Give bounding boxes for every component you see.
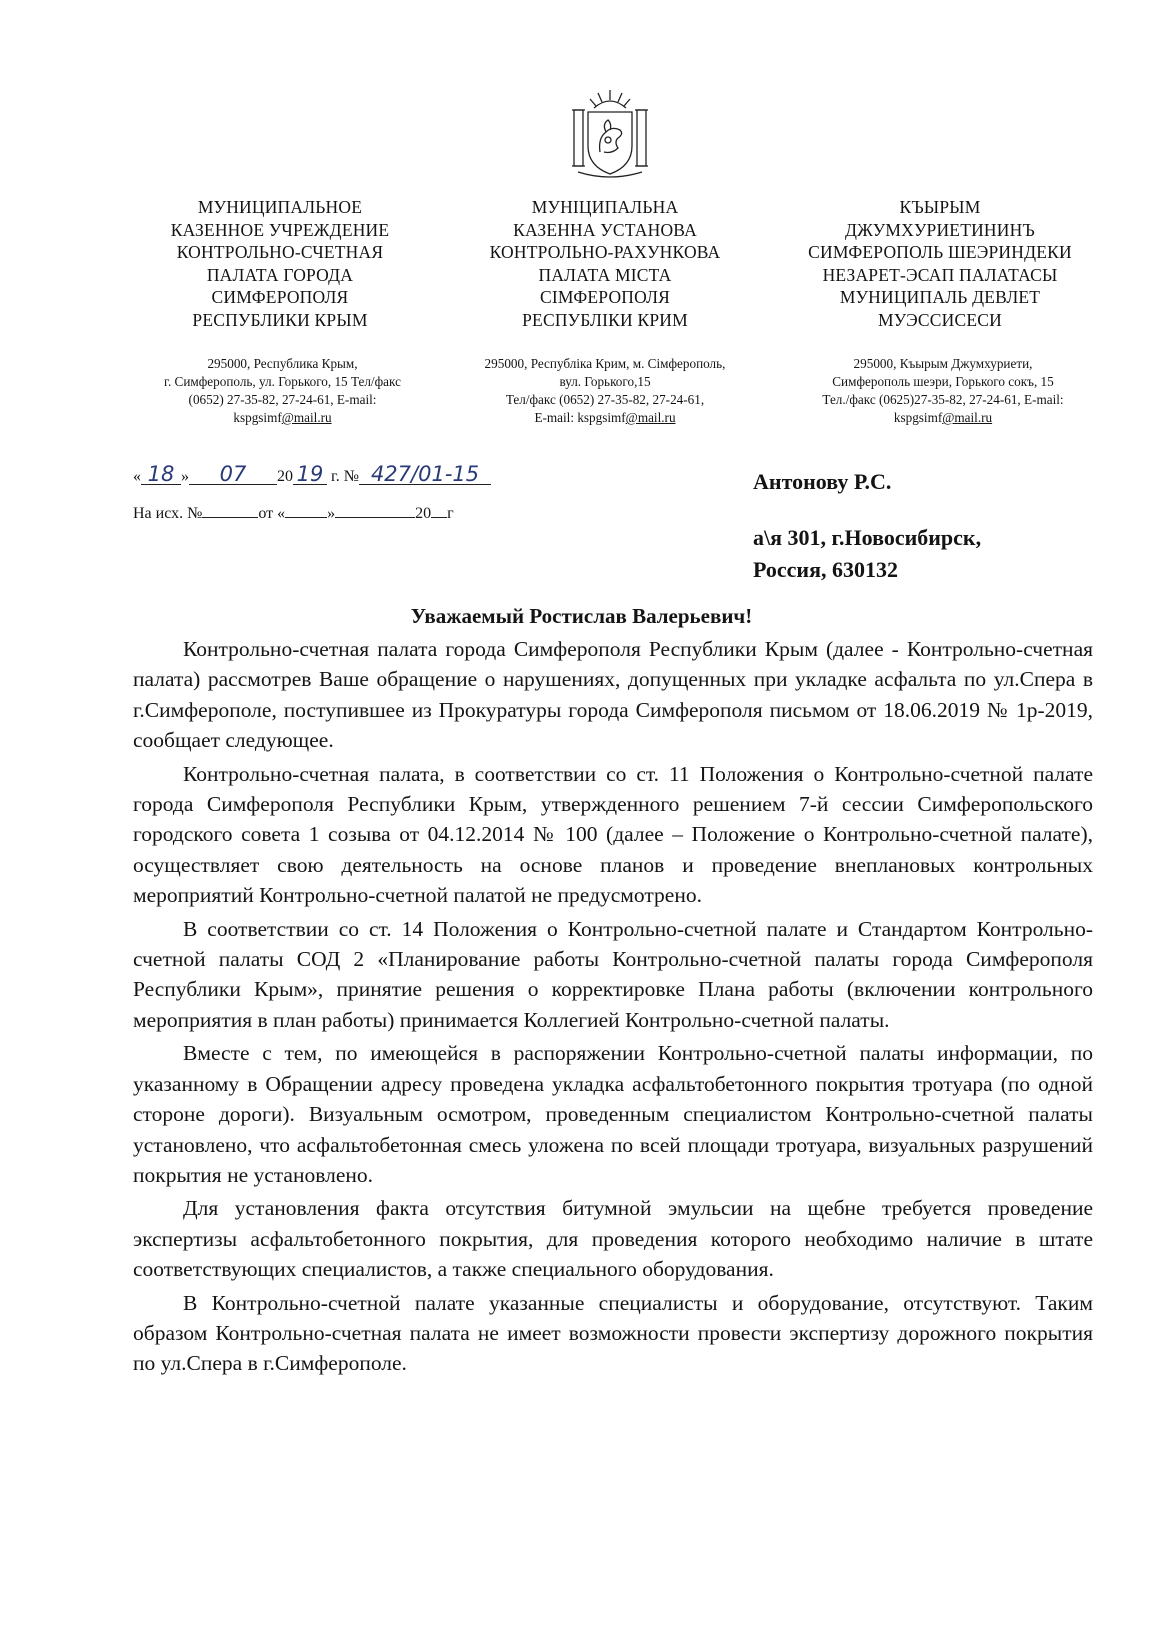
org-line: КОНТРОЛЬНО-СЧЕТНАЯ bbox=[176, 242, 384, 262]
org-line: НЕЗАРЕТ-ЭСАП ПАЛАТАСЫ bbox=[822, 264, 1058, 285]
org-line: СІМФЕРОПОЛЯ bbox=[539, 287, 671, 307]
org-address-russian bbox=[125, 355, 440, 427]
org-name-ukrainian bbox=[455, 196, 755, 331]
email-domain-link[interactable]: @mail.ru bbox=[625, 410, 676, 425]
org-line: МУНИЦИПАЛЬ ДЕВЛЕТ bbox=[839, 287, 1041, 307]
org-name-russian bbox=[130, 196, 430, 331]
org-address-crimean-tatar bbox=[778, 355, 1108, 427]
body-paragraph: Для установления факта отсутствия битумной эмульсии на щебне требуется проведение экспертизы асфальтобетонного покрытия, для проведения которого необходимо наличие в штате соответствующих специалистов, а также специального оборудования. bbox=[133, 1196, 1093, 1282]
org-line: МУНИЦИПАЛЬНОЕ bbox=[197, 197, 363, 217]
handwritten-year: 19 bbox=[293, 464, 327, 485]
org-line: МУЭССИСЕСИ bbox=[878, 309, 1002, 330]
recipient-address-line: Россия, 630132 bbox=[753, 557, 898, 582]
incoming-reference-line bbox=[133, 503, 454, 523]
recipient-address-line: а\я 301, г.Новосибирск, bbox=[753, 525, 982, 550]
body-paragraph: В Контрольно-счетной палате указанные специалисты и оборудование, отсутствуют. Таким образом Контрольно-счетная палата не имеет возможности провести экспертизу дорожного покрытия по ул.Спера в г.Симферополе. bbox=[133, 1290, 1093, 1376]
salutation: Уважаемый Ростислав Валерьевич! bbox=[410, 604, 753, 628]
incoming-year-prefix: 20 bbox=[415, 505, 432, 522]
email-user: kspgsimf bbox=[577, 410, 626, 425]
address-line: 295000, Къырым Джумхуриети, bbox=[853, 356, 1033, 371]
blank-field bbox=[202, 503, 258, 518]
org-line: ПАЛАТА ГОРОДА bbox=[206, 264, 354, 285]
org-line: КАЗЕННОЕ УЧРЕЖДЕНИЕ bbox=[170, 219, 390, 240]
email-domain-link[interactable]: @mail.ru bbox=[942, 410, 993, 425]
handwritten-month: 07 bbox=[189, 464, 277, 485]
org-line: ДЖУМХУРИЕТИНИНЪ bbox=[844, 219, 1035, 240]
org-line: КЪЫРЫМ bbox=[899, 197, 981, 217]
body-paragraph: Контрольно-счетная палата, в соответствии со ст. 11 Положения о Контрольно-счетной палате города Симферополя Республики Крым, утвержденного решением 7-й сессии Симферопольского городского совета 1 созыва от 04.12.2014 № 100 (далее – Положение о Контрольно-счетной палате), осуществляет свою деятельность на основе планов и проведение внеплановых контрольных мероприятий Контрольно-счетной палатой не предусмотрено. bbox=[133, 761, 1093, 908]
incoming-from-label: от « bbox=[258, 505, 286, 522]
org-address-ukrainian bbox=[445, 355, 765, 427]
outgoing-registration-line bbox=[133, 464, 491, 486]
recipient-block bbox=[753, 466, 981, 586]
number-label: г. № bbox=[327, 468, 360, 485]
org-line: КОНТРОЛЬНО-РАХУНКОВА bbox=[489, 242, 721, 262]
org-line: ПАЛАТА МІСТА bbox=[538, 264, 672, 285]
blank-field bbox=[285, 503, 327, 518]
email-domain-link[interactable]: @mail.ru bbox=[281, 410, 332, 425]
org-line: МУНІЦИПАЛЬНА bbox=[531, 197, 679, 217]
address-line: 295000, Республика Крым, bbox=[207, 356, 358, 371]
email-prefix: E-mail: bbox=[534, 410, 578, 425]
org-line: СИМФЕРОПОЛЬ ШЕЭРИНДЕКИ bbox=[808, 242, 1072, 262]
address-line: Симферополь шеэри, Горького сокъ, 15 bbox=[832, 374, 1054, 389]
body-paragraph: В соответствии со ст. 14 Положения о Контрольно-счетной палате и Стандартом Контрольно-счетной палаты СОД 2 «Планирование работы Контрольно-счетной палаты города Симферополя Республики Крым», принятие решения о корректировке Плана работы (включении контрольного мероприятия в план работы) принимается Коллегией Контрольно-счетной палаты. bbox=[133, 916, 1093, 1032]
org-line: СИМФЕРОПОЛЯ bbox=[211, 287, 349, 307]
org-line: КАЗЕННА УСТАНОВА bbox=[513, 219, 697, 240]
address-line: г. Симферополь, ул. Горького, 15 Тел/факс bbox=[164, 374, 401, 389]
handwritten-day: 18 bbox=[141, 464, 181, 485]
email-line bbox=[778, 409, 1108, 427]
blank-field bbox=[335, 503, 415, 518]
crimea-coat-of-arms-icon bbox=[568, 86, 652, 182]
org-name-crimean-tatar bbox=[775, 196, 1105, 331]
handwritten-number: 427/01-15 bbox=[359, 464, 491, 485]
org-line: РЕСПУБЛИКИ КРЫМ bbox=[192, 309, 368, 330]
address-line: вул. Горького,15 bbox=[559, 374, 651, 389]
blank-field bbox=[431, 503, 447, 518]
address-line: Тел./факс (0625)27-35-82, 27-24-61, E-mail: bbox=[822, 392, 1064, 407]
body-paragraph: Контрольно-счетная палата города Симферополя Республики Крым (далее - Контрольно-счетная палата) рассмотрев Ваше обращение о нарушениях, допущенных при укладке асфальта по ул.Спера в г.Симферополе, поступившее из Прокуратуры города Симферополя письмом от 18.06.2019 № 1р-2019, сообщает следующее. bbox=[133, 637, 1093, 753]
address-line: (0652) 27-35-82, 27-24-61, E-mail: bbox=[188, 392, 377, 407]
email-user: kspgsimf bbox=[233, 410, 282, 425]
org-line: РЕСПУБЛІКИ КРИМ bbox=[522, 309, 688, 330]
letter-body bbox=[133, 634, 1093, 1382]
close-quote: » bbox=[181, 468, 189, 485]
year-prefix: 20 bbox=[277, 468, 293, 485]
incoming-label: На исх. № bbox=[133, 505, 203, 522]
address-line: Тел/факс (0652) 27-35-82, 27-24-61, bbox=[505, 392, 705, 407]
email-line bbox=[445, 409, 765, 427]
email-line bbox=[125, 409, 440, 427]
incoming-close-quote: » bbox=[327, 505, 336, 522]
recipient-name: Антонову Р.С. bbox=[753, 469, 892, 494]
incoming-year-g: г bbox=[447, 505, 454, 522]
body-paragraph: Вместе с тем, по имеющейся в распоряжении Контрольно-счетной палаты информации, по указанному в Обращении адресу проведена укладка асфальтобетонного покрытия тротуара (по одной стороне дороги). Визуальным осмотром, проведенным специалистом Контрольно-счетной палаты установлено, что асфальтобетонная смесь уложена по всей площади тротуара, визуальных разрушений покрытия не установлено. bbox=[133, 1041, 1093, 1187]
address-line: 295000, Республіка Крим, м. Сімферополь, bbox=[484, 356, 726, 371]
email-user: kspgsimf bbox=[893, 410, 943, 425]
open-quote: « bbox=[133, 468, 141, 485]
